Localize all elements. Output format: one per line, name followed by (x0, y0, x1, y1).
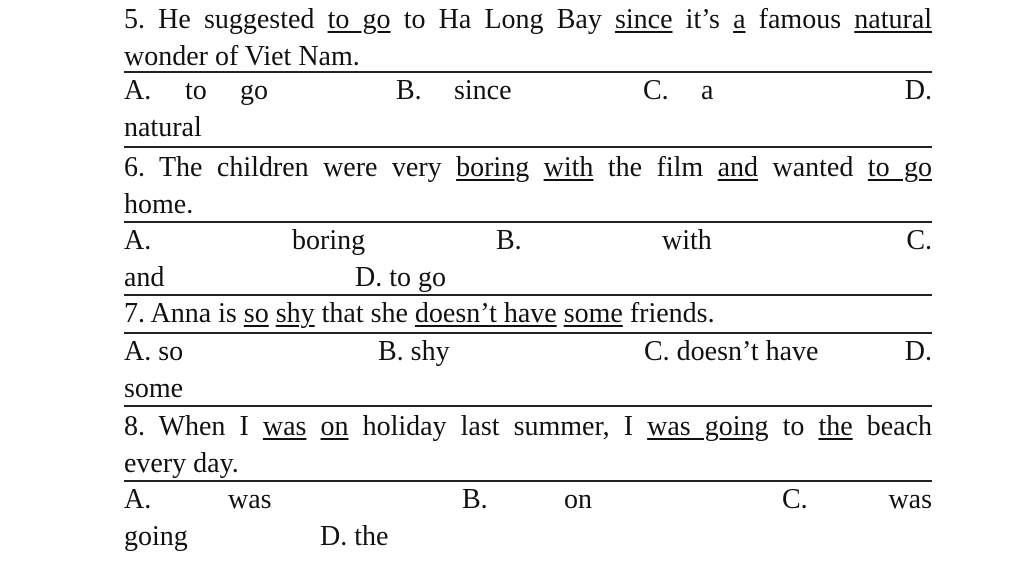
options-line-2 (124, 519, 932, 556)
question-6 (124, 148, 932, 223)
question-7-options (124, 334, 932, 407)
option-a-word-1: to (185, 75, 207, 106)
option-c-text-continued: going (124, 520, 188, 552)
option-d[interactable]: D. the (320, 520, 389, 552)
option-d[interactable]: D. (904, 336, 932, 367)
underlined-choice-c: a (733, 4, 746, 35)
underlined-choice-d: some (563, 298, 623, 329)
option-d[interactable]: D. to go (355, 261, 446, 293)
option-c[interactable]: C. (643, 75, 669, 106)
question-7 (124, 296, 932, 334)
option-a[interactable]: A. (124, 75, 152, 106)
options-line-2: some (124, 372, 184, 404)
question-8-stem-line-2: every day. (124, 447, 239, 479)
question-number: 5. (124, 4, 145, 35)
options-line-1 (124, 334, 932, 371)
underlined-choice-b: since (614, 4, 673, 35)
options-line-1 (124, 223, 932, 260)
underlined-choice-d: to go (867, 152, 932, 183)
question-7-stem: 7. Anna is so shy that she doesn’t have some friends. (124, 298, 715, 329)
option-b[interactable]: B. (396, 75, 422, 106)
underlined-choice-a: boring (456, 152, 530, 183)
underlined-choice-a: to go (327, 4, 391, 35)
underlined-choice-a: so (243, 298, 269, 329)
option-a-text: boring (292, 225, 366, 256)
option-c[interactable]: C. doesn’t have (644, 336, 819, 367)
option-a-word-2: go (240, 75, 268, 106)
underlined-choice-c: was going (647, 411, 769, 442)
option-a[interactable]: A. (124, 225, 152, 256)
option-a[interactable]: A. (124, 484, 152, 515)
question-5 (124, 0, 932, 73)
options-line-1 (124, 73, 932, 110)
question-5-stem-line-2: wonder of Viet Nam. (124, 40, 360, 72)
question-8 (124, 407, 932, 482)
option-b[interactable]: B. shy (378, 336, 450, 367)
underlined-choice-b: on (320, 411, 349, 442)
options-line-2 (124, 260, 932, 297)
underlined-choice-c: and (717, 152, 759, 183)
options-line-1 (124, 482, 932, 519)
question-8-stem-line-1: 8. When I was on holiday last summer, I was going to the beach (124, 411, 932, 442)
option-c[interactable]: C. (782, 484, 808, 515)
option-b-text: since (454, 75, 512, 106)
option-d[interactable]: D. (904, 75, 932, 106)
question-6-options (124, 223, 932, 296)
question-8-options (124, 482, 932, 562)
option-b[interactable]: B. (496, 225, 522, 256)
underlined-choice-a: was (262, 411, 307, 442)
question-number: 6. (124, 152, 145, 183)
option-c-text: a (701, 75, 714, 106)
option-b-text: on (564, 484, 592, 515)
underlined-choice-b: shy (275, 298, 315, 329)
option-b[interactable]: B. (462, 484, 488, 515)
question-6-stem-line-2: home. (124, 188, 194, 220)
underlined-choice-c: doesn’t have (414, 298, 557, 329)
question-5-options (124, 73, 932, 148)
option-c-text: was (888, 484, 932, 515)
option-c[interactable]: C. (906, 225, 932, 256)
underlined-choice-b: with (543, 152, 594, 183)
options-line-2: natural (124, 111, 202, 143)
option-a[interactable]: A. so (124, 336, 184, 367)
exercise-sheet (124, 0, 932, 562)
option-a-text: was (228, 484, 272, 515)
question-5-stem-line-1: 5. He suggested to go to Ha Long Bay since it’s a famous natural (124, 4, 932, 35)
underlined-choice-d: natural (854, 4, 932, 35)
option-c-text: and (124, 261, 165, 293)
question-number: 8. (124, 411, 145, 442)
underlined-choice-d: the (818, 411, 853, 442)
question-6-stem-line-1: 6. The children were very boring with the film and wanted to go (124, 152, 932, 183)
option-b-text: with (662, 225, 712, 256)
question-number: 7. (124, 298, 145, 329)
